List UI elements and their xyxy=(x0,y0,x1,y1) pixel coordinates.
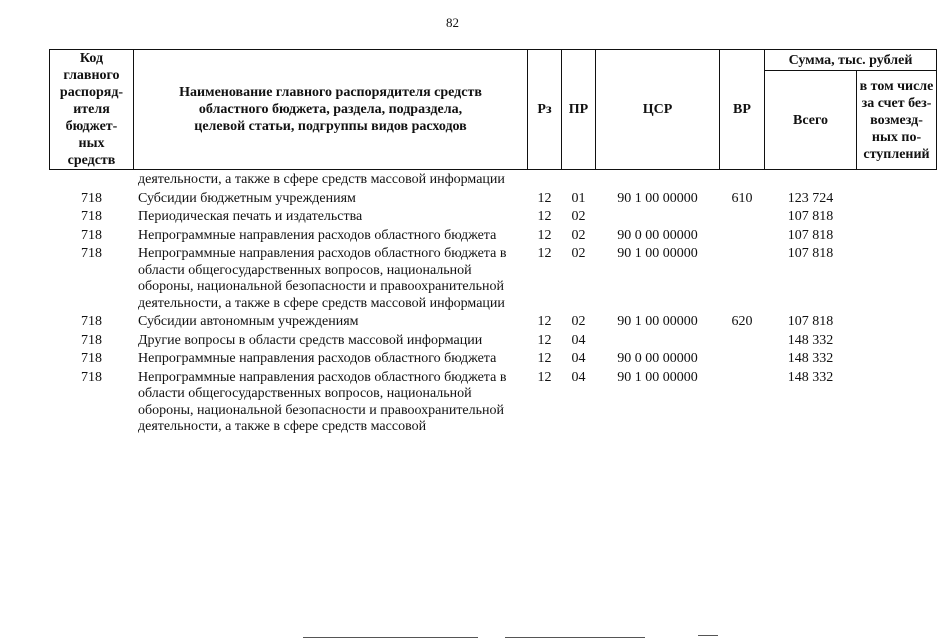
cell-vr xyxy=(720,226,765,245)
cell-pr: 02 xyxy=(571,314,586,329)
header-name-line: областного бюджета, раздела, подраздела, xyxy=(198,102,463,117)
cell-pr: 04 xyxy=(571,369,586,385)
cell-name: Другие вопросы в области средств массовой информации xyxy=(138,332,483,348)
cell-rz: 12 xyxy=(537,314,552,329)
header-name xyxy=(134,50,528,170)
table-body xyxy=(50,170,937,436)
header-vr: ВР xyxy=(720,50,765,170)
cell-pr: 02 xyxy=(571,246,586,261)
table-row xyxy=(50,368,937,436)
cell-vr: 610 xyxy=(731,190,753,206)
scan-artifact-line xyxy=(698,635,718,636)
cell-csr: 90 1 00 00000 xyxy=(617,314,698,329)
cell-total: 148 332 xyxy=(787,351,834,366)
cell-vr xyxy=(720,244,765,312)
scan-artifact-line xyxy=(505,637,645,638)
table-row xyxy=(50,226,937,245)
cell-rz: 12 xyxy=(537,351,552,366)
cell-code: 718 xyxy=(81,246,102,261)
cell-csr: 90 0 00 00000 xyxy=(617,227,698,243)
cell-name: Субсидии автономным учреждениям xyxy=(138,314,359,329)
cell-grant xyxy=(857,189,937,208)
cell-pr: 01 xyxy=(571,190,586,206)
cell-name: Субсидии бюджетным учреждениям xyxy=(138,190,356,206)
header-code-line: Код xyxy=(79,51,104,66)
cell-name: Периодическая печать и издательства xyxy=(138,209,363,224)
header-grant-line: в том числе xyxy=(859,78,934,94)
cell-csr xyxy=(596,207,720,226)
cell-grant xyxy=(857,170,937,189)
cell-pr: 04 xyxy=(571,332,586,348)
cell-csr: 90 1 00 00000 xyxy=(617,190,698,206)
cell-rz: 12 xyxy=(537,369,552,385)
header-grant-line: ступлений xyxy=(863,146,930,162)
cell-code: 718 xyxy=(81,190,102,206)
header-code xyxy=(50,50,134,170)
header-code-line: ителя xyxy=(73,102,110,117)
cell-grant xyxy=(857,312,937,331)
header-code-line: средств xyxy=(67,153,116,168)
header-csr: ЦСР xyxy=(596,50,720,170)
cell-grant xyxy=(857,244,937,312)
cell-grant xyxy=(857,349,937,368)
cell-vr xyxy=(720,331,765,350)
cell-csr: 90 0 00 00000 xyxy=(617,351,698,366)
budget-table xyxy=(49,49,937,436)
table-row xyxy=(50,349,937,368)
cell-total xyxy=(765,170,857,189)
cell-code: 718 xyxy=(81,351,102,366)
table-row xyxy=(50,331,937,350)
cell-total: 123 724 xyxy=(787,190,834,206)
cell-csr: 90 1 00 00000 xyxy=(617,246,698,261)
cell-rz xyxy=(528,170,562,189)
header-pr: ПР xyxy=(562,50,596,170)
header-sum: Сумма, тыс. рублей xyxy=(765,50,937,71)
page-number: 82 xyxy=(446,15,459,30)
header-code-line: бюджет- xyxy=(65,119,118,134)
cell-rz: 12 xyxy=(537,332,552,348)
cell-vr xyxy=(720,170,765,189)
cell-grant xyxy=(857,226,937,245)
cell-rz: 12 xyxy=(537,227,552,243)
cell-vr xyxy=(720,207,765,226)
cell-pr: 02 xyxy=(571,227,586,243)
header-rz: Рз xyxy=(528,50,562,170)
cell-grant xyxy=(857,207,937,226)
cell-vr xyxy=(720,349,765,368)
header-grant xyxy=(857,71,937,170)
cell-total: 148 332 xyxy=(787,332,834,348)
cell-code: 718 xyxy=(81,332,102,348)
cell-total: 107 818 xyxy=(787,314,834,329)
cell-total: 107 818 xyxy=(787,246,834,261)
header-grant-line: за счет без- xyxy=(861,95,932,111)
header-code-line: распоряд- xyxy=(59,85,124,100)
header-name-line: целевой статьи, подгруппы видов расходов xyxy=(194,119,467,134)
cell-code: 718 xyxy=(81,314,102,329)
header-total: Всего xyxy=(765,71,857,170)
cell-total: 148 332 xyxy=(787,369,834,385)
cell-rz: 12 xyxy=(537,209,552,224)
cell-code: 718 xyxy=(81,227,102,243)
cell-total: 107 818 xyxy=(787,227,834,243)
cell-code: 718 xyxy=(81,209,102,224)
header-code-line: ных xyxy=(78,136,105,151)
cell-grant xyxy=(857,368,937,436)
cell-csr xyxy=(596,331,720,350)
table-row xyxy=(50,244,937,312)
cell-code: 718 xyxy=(81,369,102,385)
cell-grant xyxy=(857,331,937,350)
header-code-line: главного xyxy=(63,68,120,83)
cell-vr xyxy=(720,368,765,436)
header-name-line: Наименование главного распорядителя средств xyxy=(179,85,482,100)
cell-pr xyxy=(562,170,596,189)
cell-rz: 12 xyxy=(537,190,552,206)
table-row xyxy=(50,207,937,226)
scan-artifact-line xyxy=(303,637,478,638)
cell-name: Непрограммные направления расходов областного бюджета в области общегосударственных вопросов, национальной обороны, национальной безопасности и правоохранительной деятельности, а также в сфере средств массовой xyxy=(138,369,507,434)
cell-vr: 620 xyxy=(731,314,753,329)
cell-code xyxy=(50,170,134,189)
cell-pr: 02 xyxy=(571,209,586,224)
cell-name: Непрограммные направления расходов областного бюджета в области общегосударственных вопросов, национальной обороны, национальной безопасности и правоохранительной деятельности, а также в сфере средств массовой информации xyxy=(138,246,507,311)
table-row xyxy=(50,189,937,208)
cell-name: деятельности, а также в сфере средств массовой информации xyxy=(138,172,505,187)
cell-name: Непрограммные направления расходов областного бюджета xyxy=(138,227,497,243)
cell-pr: 04 xyxy=(571,351,586,366)
cell-csr: 90 1 00 00000 xyxy=(617,369,698,385)
cell-name: Непрограммные направления расходов областного бюджета xyxy=(138,351,497,366)
cell-rz: 12 xyxy=(537,246,552,261)
table-row xyxy=(50,312,937,331)
table-header xyxy=(50,50,937,170)
table-row-continuation xyxy=(50,170,937,189)
header-grant-line: возмезд- xyxy=(870,112,923,128)
cell-total: 107 818 xyxy=(787,209,834,224)
header-grant-line: ных по- xyxy=(871,129,922,145)
cell-csr xyxy=(596,170,720,189)
